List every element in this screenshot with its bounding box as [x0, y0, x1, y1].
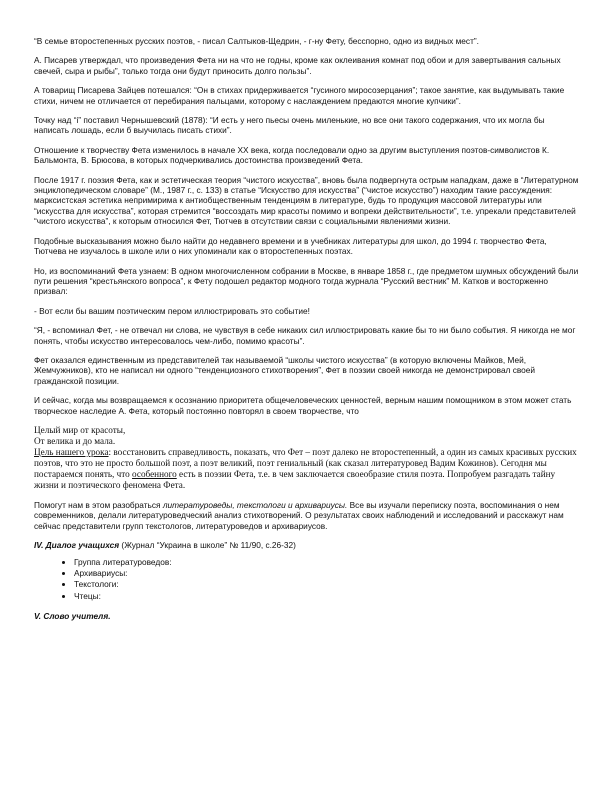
teacher-word-heading: V. Слово учителя. [34, 611, 111, 622]
poem-line: От велика и до мала. [34, 435, 116, 446]
paragraph-heritage: И сейчас, когда мы возвращаемся к осознанию приоритета общечеловеческих ценностей, верным нашим помощником в этом может стать творческое наследие А. Фета, который постоянно повторял в своем творчестве, что [34, 395, 572, 416]
paragraph-saltykov-quote: “В семье второстепенных русских поэтов, - писал Салтыков-Щедрин, - г-ну Фету, бесспорно, одно из видных мест”. [34, 36, 479, 46]
paragraph-memoirs: Но, из воспоминаний Фета узнаем: В одном многочисленном собрании в Москве, в январе 1858 г., где предметом шумных обсуждений были пути решения “крестьянского вопроса”, к Фету подошел редактор модного тогда журнала “Русский вестник” М. Катков и восторженно призвал: [34, 265, 579, 297]
helpers-text-end: Все вы изучали переписку поэта, воспоминания о нем современников, делали литературоведческий анализ стихотворений. О результатах своих наблюдений и исследований и расскажут нам сейчас представители групп текстологов, литературоведов и архивариусов. [34, 499, 564, 531]
list-item: • Группа литературоведов: [74, 557, 579, 567]
dialog-source: (Журнал “Украина в школе” № 11/90, с.26-32) [119, 540, 296, 551]
groups-list [34, 557, 579, 602]
paragraph-fet-reply: “Я, - вспоминал Фет, - не отвечал ни слова, не чувствуя в себе никаких сил иллюстрировать какие бы то ни было события. Я никогда не мог понять, чтобы искусство интересовалось чем-либо, помимо красоты”. [34, 325, 576, 346]
paragraph-after-1917: После 1917 г. поэзия Фета, как и эстетическая теория “чистого искусства”, вновь была подвергнута острым нападкам, даже в “Литературном энциклопедическом словаре” (М., 1987 г., с. 133) в статье “Искусство для искусства” (“чистое искусство”) находим такие рассуждения: марксистская эстетика непримирима к антиобщественным тенденциям в литературе, будь то продукция массовой литературы или “искусства для искусства”, которая стремится “воссоздать мир красоты помимо и вопреки действительности”, т.е. упрекали представителей “чистого искусства”, к которым относился Фет, Тютчев в отсутствии связи с социальными явлениями жизни. [34, 174, 579, 227]
paragraph-lesson-goal [34, 447, 579, 491]
poem-quote [34, 425, 579, 447]
helpers-text: Помогут нам в этом разобраться [34, 499, 163, 510]
lesson-goal-text-end: есть в поэзии Фета, т.е. в чем заключается своеобразие стиля поэта. Попробуем разгадать тайну жизни и поэтического феномена Фета. [34, 468, 556, 490]
paragraph-textbooks: Подобные высказывания можно было найти до недавнего времени и в учебниках литературы для школ, до 1994 г. творчество Фета, Тютчева не изучалось в школе или о них упоминали как о второстепенных поэтах. [34, 235, 547, 257]
paragraph-chernyshevsky: Точку над “i” поставил Чернышевский (1878): “И есть у него пьесы очень миленькие, но все они такого содержания, что их могла бы написать лошадь, если б выучилась писать стихи”. [34, 115, 545, 136]
list-item: • Текстологи: [74, 579, 579, 589]
dialog-heading [34, 540, 579, 550]
paragraph-pure-art-school: Фет оказался единственным из представителей так называемой “школы чистого искусства” (в которую включены Майков, Мей, Жемчужников), кто не написал ни одного “тенденциозного стихотворения”, Фет в поэзии своей никогда не демонстрировал своей гражданской позиции. [34, 354, 536, 386]
paragraph-zaitsev: А товарищ Писарева Зайцев потешался: “Он в стихах придерживается “гусиного миросозерцания”; такое занятие, как выдумывать такие стихи, ничем не отличается от перебирания пальцами, которому с наслаждением предаются многие купчики”. [34, 85, 565, 106]
lesson-goal-label: Цель нашего урока [34, 446, 109, 457]
helpers-italic: литературоведы, текстологи и архивариусы. [162, 499, 348, 510]
document-page [34, 36, 579, 622]
dialog-title: IV. Диалог учащихся [34, 540, 120, 551]
paragraph-helpers [34, 500, 579, 531]
list-item: • Чтецы: [74, 591, 579, 601]
paragraph-katkov-call: - Вот если бы вашим поэтическим пером иллюстрировать это событие! [34, 305, 310, 316]
paragraph-pisarev: А. Писарев утверждал, что произведения Фета ни на что не годны, кроме как оклеивания комнат под обои и для завертывания сальных свечей, сыра и рыбы”, только тогда они будут приносить долго пользы”. [34, 55, 561, 76]
poem-line: Целый мир от красоты, [34, 424, 126, 435]
lesson-goal-underlined-word: особенного [132, 468, 177, 479]
list-item: • Архивариусы: [74, 568, 579, 578]
lesson-goal-text: : восстановить справедливость, показать, что Фет – поэт далеко не второстепенный, а один из самых красивых русских поэтов, что это не просто большой поэт, а поэт великий, поэт гениальный (как сказал литературовед Вадим Кожинов). Сегодня мы постараемся понять, что [34, 446, 577, 479]
paragraph-symbolists: Отношение к творчеству Фета изменилось в начале XX века, когда последовали одно за другим выступления поэтов-символистов К. Бальмонта, В. Брюсова, в которых подчеркивались достоинства произведений Фета. [34, 144, 550, 166]
